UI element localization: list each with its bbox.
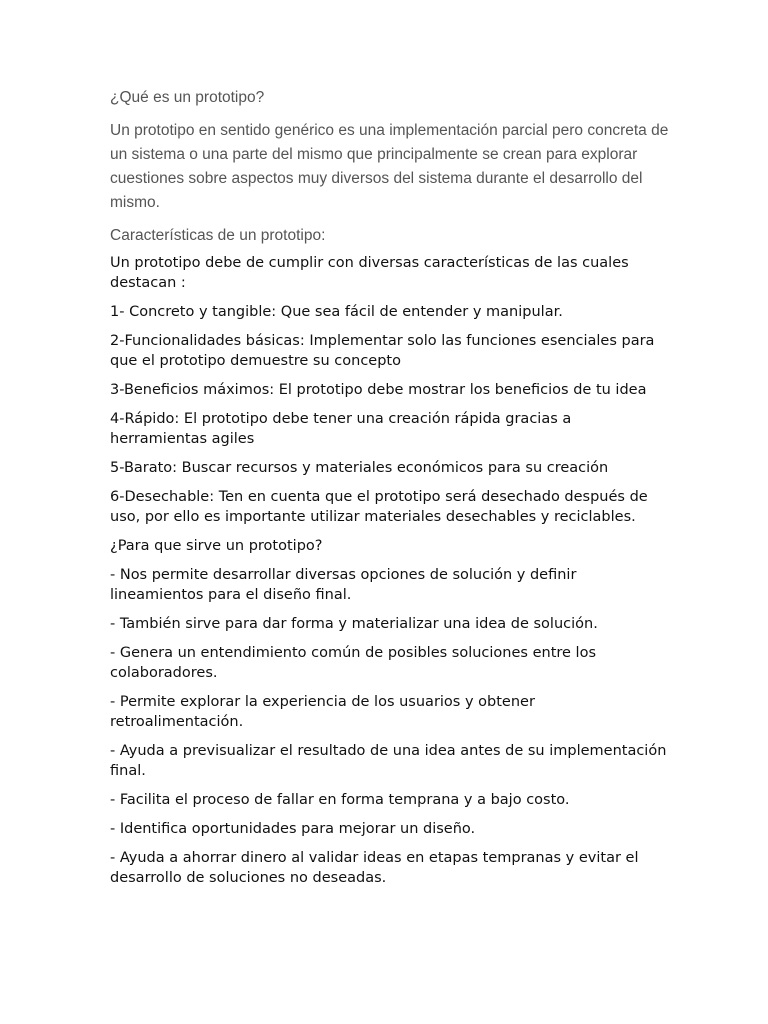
use-item: - Nos permite desarrollar diversas opciones de solución y definir lineamientos para el diseño final. — [110, 567, 577, 603]
question-what-for: ¿Para que sirve un prototipo? — [110, 538, 323, 555]
use-item: - Genera un entendimiento común de posibles soluciones entre los colaboradores. — [110, 645, 597, 681]
intro-paragraph: Un prototipo en sentido genérico es una implementación parcial pero concreta de un sistema o una parte del mismo que principalmente se crean para explorar cuestiones sobre aspectos muy diversos del sistema durante el desarrollo del mismo. — [110, 122, 669, 211]
characteristic-item: 2-Funcionalidades básicas: Implementar solo las funciones esenciales para que el prototipo demuestre su concepto — [110, 333, 655, 369]
characteristics-title: Características de un prototipo: — [110, 227, 326, 244]
document-page — [110, 86, 670, 898]
characteristic-item: 6-Desechable: Ten en cuenta que el prototipo será desechado después de uso, por ello es importante utilizar materiales desechables y reciclables. — [110, 489, 648, 525]
use-item: - Ayuda a previsualizar el resultado de una idea antes de su implementación final. — [110, 743, 667, 779]
characteristic-item: 4-Rápido: El prototipo debe tener una creación rápida gracias a herramientas agiles — [110, 411, 572, 447]
use-item: - Permite explorar la experiencia de los usuarios y obtener retroalimentación. — [110, 694, 535, 730]
question-what-is-prototype: ¿Qué es un prototipo? — [110, 89, 265, 106]
characteristic-item: 3-Beneficios máximos: El prototipo debe mostrar los beneficios de tu idea — [110, 381, 647, 398]
characteristics-intro: Un prototipo debe de cumplir con diversas características de las cuales destacan : — [110, 255, 629, 291]
use-item: - Ayuda a ahorrar dinero al validar ideas en etapas tempranas y evitar el desarrollo de soluciones no deseadas. — [110, 850, 639, 886]
characteristic-item: 1- Concreto y tangible: Que sea fácil de entender y manipular. — [110, 303, 563, 320]
use-item: - También sirve para dar forma y materializar una idea de solución. — [110, 616, 598, 633]
characteristic-item: 5-Barato: Buscar recursos y materiales económicos para su creación — [110, 459, 609, 476]
document-body — [110, 254, 670, 888]
use-item: - Facilita el proceso de fallar en forma temprana y a bajo costo. — [110, 791, 570, 808]
use-item: - Identifica oportunidades para mejorar un diseño. — [110, 821, 476, 838]
